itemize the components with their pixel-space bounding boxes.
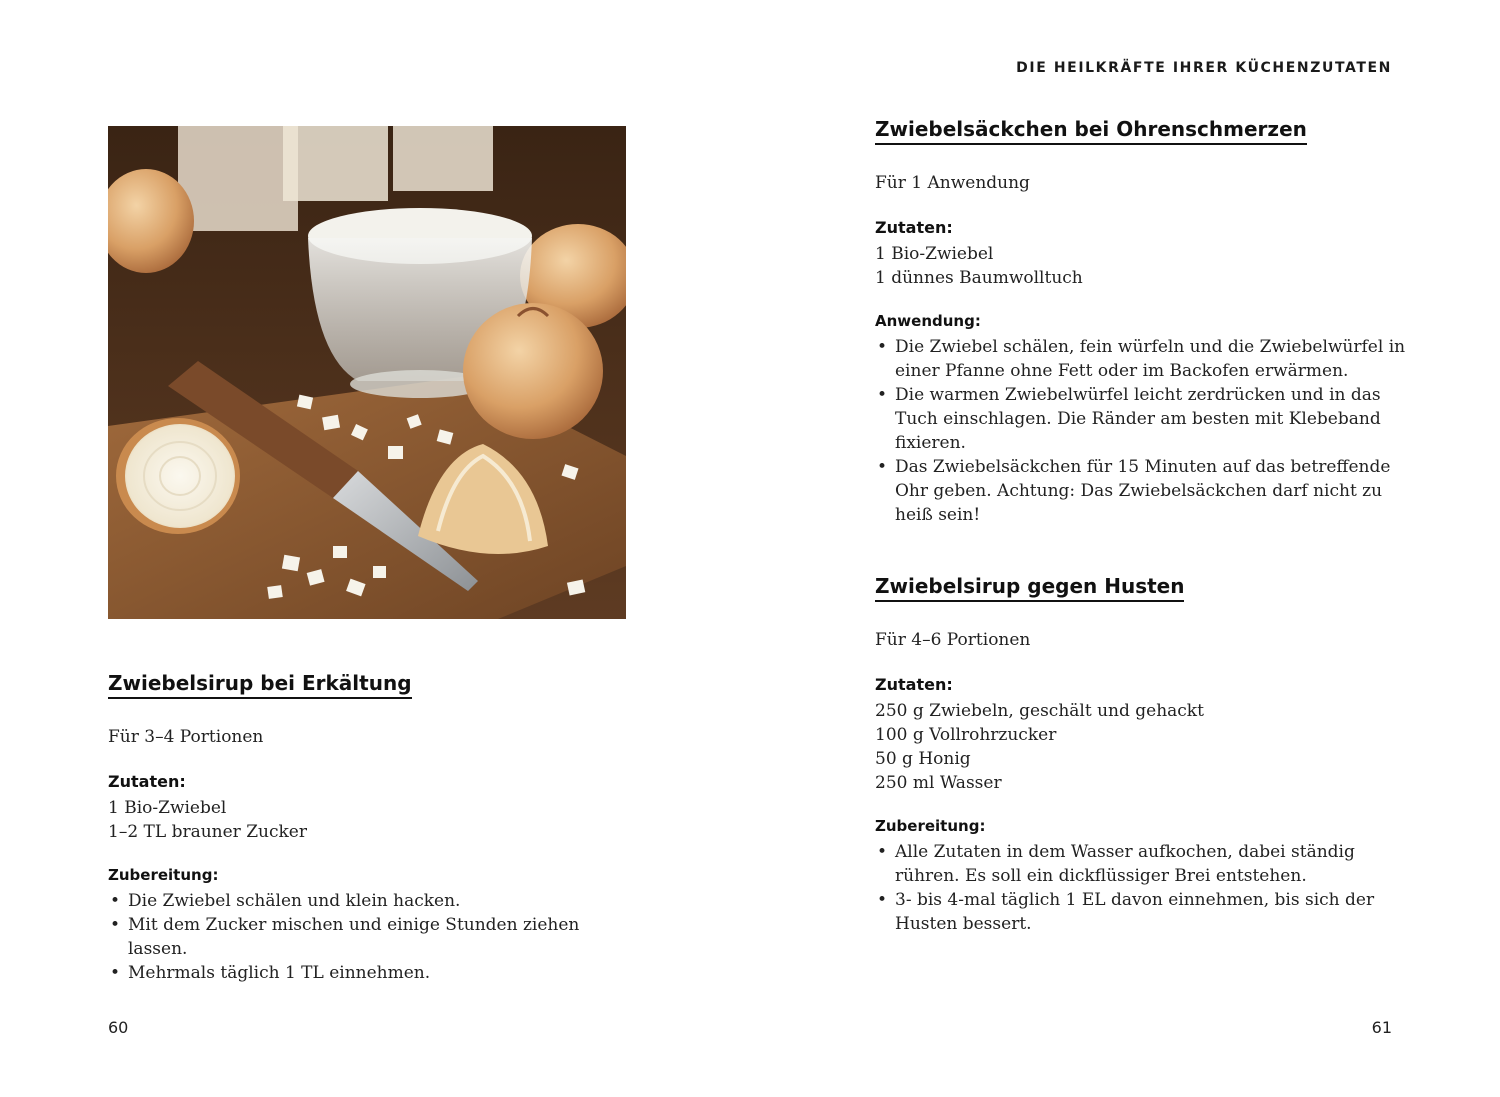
ingredients-label: Zutaten:	[108, 772, 186, 791]
ingredient-item: 1 Bio-Zwiebel	[108, 798, 227, 818]
recipe-title: Zwiebelsäckchen bei Ohrenschmerzen	[875, 116, 1307, 145]
ingredients-list	[875, 242, 1415, 290]
page-number: 61	[1371, 1018, 1392, 1037]
recipe-portions: Für 4–6 Portionen	[875, 630, 1031, 650]
ingredient-item: 1 dünnes Baumwolltuch	[875, 268, 1083, 288]
onion-half	[125, 424, 235, 528]
right-page	[750, 0, 1500, 1097]
step-item: • Mehrmals täglich 1 TL einnehmen.	[108, 961, 608, 985]
recipe-portions: Für 1 Anwendung	[875, 173, 1030, 193]
page-number: 60	[108, 1018, 129, 1037]
ingredients-list	[875, 699, 1415, 795]
steps-list	[875, 335, 1415, 527]
crate-shape	[283, 126, 388, 201]
ingredient-item: 50 g Honig	[875, 749, 971, 769]
step-item: • Alle Zutaten in dem Wasser aufkochen, dabei ständig rühren. Es soll ein dickflüssiger Brei entstehen.	[875, 840, 1415, 888]
ingredient-item: 250 ml Wasser	[875, 773, 1002, 793]
steps-label: Anwendung:	[875, 312, 981, 330]
recipe-zwiebelsirup-husten	[875, 573, 1415, 936]
steps-list	[108, 889, 608, 985]
steps-list	[875, 840, 1415, 936]
recipe-title: Zwiebelsirup bei Erkältung	[108, 670, 412, 699]
ingredients-label: Zutaten:	[875, 218, 953, 237]
step-item: • Mit dem Zucker mischen und einige Stunden ziehen lassen.	[108, 913, 608, 961]
ingredients-label: Zutaten:	[875, 675, 953, 694]
step-item: • Die warmen Zwiebelwürfel leicht zerdrücken und in das Tuch einschlagen. Die Ränder am besten mit Klebeband fixieren.	[875, 383, 1415, 455]
onion-photo-illustration	[108, 126, 626, 619]
onion-photo	[108, 126, 626, 619]
ingredient-item: 100 g Vollrohrzucker	[875, 725, 1057, 745]
whole-onion	[463, 303, 603, 439]
crate-shape	[393, 126, 493, 191]
ingredient-item: 1–2 TL brauner Zucker	[108, 822, 307, 842]
step-item: • Die Zwiebel schälen, fein würfeln und die Zwiebelwürfel in einer Pfanne ohne Fett oder im Backofen erwärmen.	[875, 335, 1415, 383]
step-item: • 3- bis 4-mal täglich 1 EL davon einnehmen, bis sich der Husten bessert.	[875, 888, 1415, 936]
ingredient-item: 1 Bio-Zwiebel	[875, 244, 994, 264]
recipe-portions: Für 3–4 Portionen	[108, 727, 264, 747]
recipe-zwiebelsirup-erkaeltung	[108, 670, 608, 985]
step-item: • Das Zwiebelsäckchen für 15 Minuten auf das betreffende Ohr geben. Achtung: Das Zwiebelsäckchen darf nicht zu heiß sein!	[875, 455, 1415, 527]
ingredients-list	[108, 796, 608, 844]
crate-shape	[178, 126, 298, 231]
steps-label: Zubereitung:	[108, 866, 219, 884]
recipe-zwiebelsaeckchen	[875, 116, 1415, 527]
running-head: DIE HEILKRÄFTE IHRER KÜCHENZUTATEN	[1016, 60, 1392, 76]
recipe-title: Zwiebelsirup gegen Husten	[875, 573, 1184, 602]
ingredient-item: 250 g Zwiebeln, geschält und gehackt	[875, 701, 1204, 721]
steps-label: Zubereitung:	[875, 817, 986, 835]
step-item: • Die Zwiebel schälen und klein hacken.	[108, 889, 608, 913]
